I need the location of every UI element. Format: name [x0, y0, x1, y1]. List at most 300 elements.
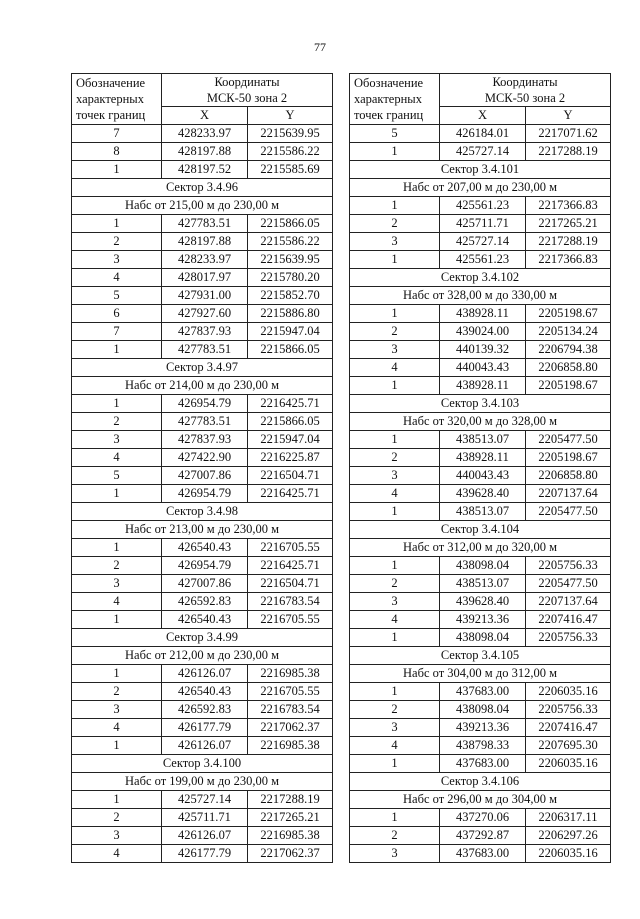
table-row: [350, 467, 611, 485]
y-coordinate: 2205477.50: [526, 575, 611, 593]
point-number: 2: [350, 701, 440, 719]
sector-range-row: [72, 647, 333, 665]
y-coordinate: 2217288.19: [526, 143, 611, 161]
point-number: 3: [72, 701, 162, 719]
x-coordinate: 426540.43: [162, 611, 248, 629]
table-row: [72, 395, 333, 413]
x-coordinate: 427783.51: [162, 341, 248, 359]
table-row: [72, 845, 333, 863]
x-coordinate: 438513.07: [440, 575, 526, 593]
x-coordinate: 427783.51: [162, 215, 248, 233]
y-coordinate: 2206035.16: [526, 683, 611, 701]
table-row: [350, 341, 611, 359]
y-coordinate: 2216504.71: [248, 575, 333, 593]
point-number: 2: [72, 413, 162, 431]
x-coordinate: 437683.00: [440, 755, 526, 773]
sector-title-row: [350, 647, 611, 665]
y-coordinate: 2216783.54: [248, 701, 333, 719]
table-row: [72, 719, 333, 737]
table-row: [72, 827, 333, 845]
sector-title-row: [72, 359, 333, 377]
x-coordinate: 437270.06: [440, 809, 526, 827]
y-coordinate: 2205756.33: [526, 557, 611, 575]
table-row: [72, 251, 333, 269]
sector-title: Сектор 3.4.106: [350, 773, 611, 791]
y-coordinate: 2217366.83: [526, 197, 611, 215]
sector-title-row: [72, 179, 333, 197]
y-coordinate: 2205756.33: [526, 629, 611, 647]
point-number: 1: [350, 557, 440, 575]
point-number: 8: [72, 143, 162, 161]
point-number: 1: [350, 377, 440, 395]
point-number: 4: [72, 269, 162, 287]
x-coordinate: 426177.79: [162, 845, 248, 863]
point-number: 4: [350, 737, 440, 755]
header-line: точек границ: [76, 108, 146, 122]
point-number: 1: [350, 251, 440, 269]
y-coordinate: 2215947.04: [248, 431, 333, 449]
point-number: 1: [350, 431, 440, 449]
point-number: 2: [72, 683, 162, 701]
sector-range-row: [350, 665, 611, 683]
table-row: [350, 305, 611, 323]
table-row: [72, 323, 333, 341]
table-row: [72, 809, 333, 827]
y-coordinate: 2205134.24: [526, 323, 611, 341]
sector-title-row: [350, 269, 611, 287]
sector-height-range: Набс от 212,00 м до 230,00 м: [72, 647, 333, 665]
table-row: [72, 791, 333, 809]
point-number: 1: [350, 809, 440, 827]
point-number: 3: [72, 827, 162, 845]
point-number: 1: [350, 629, 440, 647]
table-row: [350, 503, 611, 521]
y-coordinate: 2215866.05: [248, 341, 333, 359]
y-coordinate: 2217071.62: [526, 125, 611, 143]
x-coordinate: 427837.93: [162, 431, 248, 449]
table-row: [350, 485, 611, 503]
header-line: Координаты: [492, 75, 558, 89]
sector-title: Сектор 3.4.100: [72, 755, 333, 773]
y-coordinate: 2215639.95: [248, 251, 333, 269]
point-number: 2: [72, 557, 162, 575]
table-row: [72, 269, 333, 287]
header-line: МСК-50 зона 2: [206, 91, 288, 105]
x-coordinate: 438513.07: [440, 503, 526, 521]
table-row: [350, 845, 611, 863]
point-number: 3: [350, 845, 440, 863]
x-coordinate: 425561.23: [440, 251, 526, 269]
table-row: [72, 413, 333, 431]
y-coordinate: 2215586.22: [248, 143, 333, 161]
x-coordinate: 428197.52: [162, 161, 248, 179]
header-line: точек границ: [354, 108, 424, 122]
table-row: [72, 125, 333, 143]
table-row: [72, 467, 333, 485]
y-coordinate: 2205198.67: [526, 449, 611, 467]
x-coordinate: 426126.07: [162, 665, 248, 683]
point-number: 1: [350, 503, 440, 521]
y-coordinate: 2216425.71: [248, 395, 333, 413]
table-row: [72, 683, 333, 701]
table-row: [72, 215, 333, 233]
point-number: 4: [350, 485, 440, 503]
sector-range-row: [72, 521, 333, 539]
sector-title: Сектор 3.4.98: [72, 503, 333, 521]
point-number: 3: [350, 467, 440, 485]
x-coordinate: 428017.97: [162, 269, 248, 287]
sector-title-row: [72, 629, 333, 647]
sector-range-row: [350, 413, 611, 431]
table-row: [350, 197, 611, 215]
point-number: 5: [350, 125, 440, 143]
point-number: 1: [350, 197, 440, 215]
x-coordinate: 428197.88: [162, 233, 248, 251]
point-number: 4: [350, 359, 440, 377]
point-number: 1: [72, 341, 162, 359]
point-number: 2: [350, 323, 440, 341]
table-row: [72, 485, 333, 503]
point-number: 1: [72, 665, 162, 683]
point-number: 7: [72, 323, 162, 341]
table-row: [72, 449, 333, 467]
table-row: [350, 215, 611, 233]
y-coordinate: 2215866.05: [248, 215, 333, 233]
y-coordinate: 2215639.95: [248, 125, 333, 143]
table-header: [350, 74, 611, 125]
point-number: 1: [350, 305, 440, 323]
y-coordinate: 2205477.50: [526, 503, 611, 521]
sector-title: Сектор 3.4.105: [350, 647, 611, 665]
sector-title: Сектор 3.4.97: [72, 359, 333, 377]
table-body: [350, 125, 611, 863]
table-body: [72, 125, 333, 863]
x-coordinate: 438513.07: [440, 431, 526, 449]
table-row: [350, 701, 611, 719]
sector-range-row: [72, 197, 333, 215]
point-number: 5: [72, 467, 162, 485]
sector-height-range: Набс от 328,00 м до 330,00 м: [350, 287, 611, 305]
point-number: 7: [72, 125, 162, 143]
table-row: [350, 431, 611, 449]
x-coordinate: 426954.79: [162, 557, 248, 575]
y-coordinate: 2216985.38: [248, 665, 333, 683]
page-number: 77: [314, 40, 326, 54]
y-coordinate: 2207137.64: [526, 485, 611, 503]
header-line: Координаты: [214, 75, 280, 89]
y-coordinate: 2216705.55: [248, 611, 333, 629]
table-row: [72, 737, 333, 755]
y-coordinate: 2216985.38: [248, 737, 333, 755]
x-coordinate: 438928.11: [440, 377, 526, 395]
y-coordinate: 2216705.55: [248, 539, 333, 557]
y-coordinate: 2217265.21: [526, 215, 611, 233]
table-row: [72, 143, 333, 161]
point-number: 4: [72, 845, 162, 863]
x-coordinate: 427783.51: [162, 413, 248, 431]
x-coordinate: 425727.14: [440, 233, 526, 251]
header-line: характерных: [76, 92, 144, 106]
point-number: 2: [72, 809, 162, 827]
sector-height-range: Набс от 214,00 м до 230,00 м: [72, 377, 333, 395]
point-number: 1: [72, 611, 162, 629]
x-coordinate: 439628.40: [440, 593, 526, 611]
table-row: [350, 449, 611, 467]
point-column-header: [72, 74, 162, 125]
x-coordinate: 438798.33: [440, 737, 526, 755]
point-number: 1: [72, 485, 162, 503]
table-row: [72, 557, 333, 575]
sector-title: Сектор 3.4.99: [72, 629, 333, 647]
point-number: 4: [350, 611, 440, 629]
x-coordinate: 427422.90: [162, 449, 248, 467]
sector-title-row: [350, 395, 611, 413]
y-coordinate: 2206035.16: [526, 845, 611, 863]
sector-title: Сектор 3.4.96: [72, 179, 333, 197]
y-coordinate: 2217288.19: [526, 233, 611, 251]
x-coordinate: 440139.32: [440, 341, 526, 359]
sector-range-row: [350, 179, 611, 197]
point-number: 4: [72, 449, 162, 467]
sector-title-row: [350, 773, 611, 791]
y-coordinate: 2205198.67: [526, 377, 611, 395]
table-row: [350, 377, 611, 395]
point-number: 1: [72, 161, 162, 179]
y-column-header: Y: [248, 107, 333, 125]
point-number: 2: [350, 215, 440, 233]
table-row: [350, 593, 611, 611]
coordinates-table-right: [349, 73, 611, 863]
x-coordinate: 427837.93: [162, 323, 248, 341]
header-line: Обозначение: [354, 76, 424, 90]
point-number: 3: [72, 575, 162, 593]
y-coordinate: 2206794.38: [526, 341, 611, 359]
sector-title: Сектор 3.4.101: [350, 161, 611, 179]
y-coordinate: 2216783.54: [248, 593, 333, 611]
point-number: 3: [350, 233, 440, 251]
table-header: [72, 74, 333, 125]
table-row: [350, 359, 611, 377]
y-coordinate: 2215947.04: [248, 323, 333, 341]
x-coordinate: 438098.04: [440, 629, 526, 647]
x-coordinate: 437683.00: [440, 683, 526, 701]
point-number: 2: [72, 233, 162, 251]
y-coordinate: 2217062.37: [248, 719, 333, 737]
x-coordinate: 427931.00: [162, 287, 248, 305]
y-column-header: Y: [526, 107, 611, 125]
y-coordinate: 2217265.21: [248, 809, 333, 827]
sector-title: Сектор 3.4.104: [350, 521, 611, 539]
y-coordinate: 2215586.22: [248, 233, 333, 251]
x-coordinate: 426540.43: [162, 539, 248, 557]
sector-title: Сектор 3.4.102: [350, 269, 611, 287]
point-number: 5: [72, 287, 162, 305]
table-row: [72, 431, 333, 449]
x-coordinate: 437683.00: [440, 845, 526, 863]
sector-range-row: [72, 377, 333, 395]
y-coordinate: 2216705.55: [248, 683, 333, 701]
x-coordinate: 439213.36: [440, 719, 526, 737]
x-coordinate: 427927.60: [162, 305, 248, 323]
point-number: 3: [350, 719, 440, 737]
point-number: 2: [350, 449, 440, 467]
y-coordinate: 2217366.83: [526, 251, 611, 269]
x-coordinate: 438098.04: [440, 701, 526, 719]
x-column-header: X: [162, 107, 248, 125]
point-number: 4: [72, 719, 162, 737]
y-coordinate: 2206858.80: [526, 467, 611, 485]
x-coordinate: 425727.14: [440, 143, 526, 161]
point-number: 1: [72, 539, 162, 557]
table-row: [350, 143, 611, 161]
point-number: 6: [72, 305, 162, 323]
x-coordinate: 426954.79: [162, 395, 248, 413]
x-coordinate: 439213.36: [440, 611, 526, 629]
table-row: [350, 755, 611, 773]
sector-height-range: Набс от 215,00 м до 230,00 м: [72, 197, 333, 215]
sector-title-row: [350, 161, 611, 179]
table-row: [72, 539, 333, 557]
point-number: 2: [350, 575, 440, 593]
x-column-header: X: [440, 107, 526, 125]
x-coordinate: 439024.00: [440, 323, 526, 341]
x-coordinate: 426184.01: [440, 125, 526, 143]
table-row: [350, 233, 611, 251]
point-number: 3: [72, 431, 162, 449]
table-row: [350, 737, 611, 755]
sector-range-row: [72, 773, 333, 791]
sector-height-range: Набс от 320,00 м до 328,00 м: [350, 413, 611, 431]
header-line: характерных: [354, 92, 422, 106]
y-coordinate: 2215585.69: [248, 161, 333, 179]
x-coordinate: 437292.87: [440, 827, 526, 845]
point-number: 1: [350, 755, 440, 773]
point-number: 1: [72, 737, 162, 755]
coordinates-header: [162, 74, 333, 107]
y-coordinate: 2216504.71: [248, 467, 333, 485]
x-coordinate: 425711.71: [162, 809, 248, 827]
point-number: 1: [72, 395, 162, 413]
x-coordinate: 438098.04: [440, 557, 526, 575]
sector-range-row: [350, 539, 611, 557]
table-row: [72, 701, 333, 719]
y-coordinate: 2205198.67: [526, 305, 611, 323]
x-coordinate: 438928.11: [440, 305, 526, 323]
y-coordinate: 2217062.37: [248, 845, 333, 863]
x-coordinate: 428197.88: [162, 143, 248, 161]
table-row: [350, 629, 611, 647]
point-number: 3: [350, 593, 440, 611]
point-number: 3: [350, 341, 440, 359]
y-coordinate: 2215886.80: [248, 305, 333, 323]
y-coordinate: 2207416.47: [526, 719, 611, 737]
y-coordinate: 2215852.70: [248, 287, 333, 305]
sector-height-range: Набс от 296,00 м до 304,00 м: [350, 791, 611, 809]
table-row: [350, 251, 611, 269]
x-coordinate: 428233.97: [162, 251, 248, 269]
x-coordinate: 425711.71: [440, 215, 526, 233]
y-coordinate: 2216225.87: [248, 449, 333, 467]
x-coordinate: 426126.07: [162, 737, 248, 755]
x-coordinate: 428233.97: [162, 125, 248, 143]
table-row: [350, 827, 611, 845]
y-coordinate: 2207137.64: [526, 593, 611, 611]
sector-height-range: Набс от 304,00 м до 312,00 м: [350, 665, 611, 683]
header-line: МСК-50 зона 2: [484, 91, 566, 105]
sector-height-range: Набс от 207,00 м до 230,00 м: [350, 179, 611, 197]
table-row: [72, 611, 333, 629]
x-coordinate: 426126.07: [162, 827, 248, 845]
table-row: [72, 161, 333, 179]
x-coordinate: 439628.40: [440, 485, 526, 503]
coordinates-header: [440, 74, 611, 107]
y-coordinate: 2205477.50: [526, 431, 611, 449]
table-row: [72, 341, 333, 359]
y-coordinate: 2207416.47: [526, 611, 611, 629]
table-row: [72, 575, 333, 593]
table-row: [350, 809, 611, 827]
x-coordinate: 427007.86: [162, 575, 248, 593]
table-row: [72, 665, 333, 683]
table-row: [72, 593, 333, 611]
table-row: [72, 305, 333, 323]
table-row: [72, 233, 333, 251]
x-coordinate: 426592.83: [162, 593, 248, 611]
x-coordinate: 425727.14: [162, 791, 248, 809]
table-row: [350, 611, 611, 629]
y-coordinate: 2215780.20: [248, 269, 333, 287]
table-row: [350, 557, 611, 575]
x-coordinate: 440043.43: [440, 467, 526, 485]
x-coordinate: 426177.79: [162, 719, 248, 737]
coordinates-table-left: [71, 73, 333, 863]
header-line: Обозначение: [76, 76, 146, 90]
y-coordinate: 2216425.71: [248, 485, 333, 503]
y-coordinate: 2206297.26: [526, 827, 611, 845]
sector-height-range: Набс от 312,00 м до 320,00 м: [350, 539, 611, 557]
sector-height-range: Набс от 213,00 м до 230,00 м: [72, 521, 333, 539]
table-row: [350, 125, 611, 143]
x-coordinate: 426540.43: [162, 683, 248, 701]
sector-title-row: [72, 755, 333, 773]
table-row: [350, 575, 611, 593]
point-number: 1: [350, 683, 440, 701]
point-number: 1: [72, 215, 162, 233]
y-coordinate: 2215866.05: [248, 413, 333, 431]
y-coordinate: 2206317.11: [526, 809, 611, 827]
y-coordinate: 2205756.33: [526, 701, 611, 719]
y-coordinate: 2216985.38: [248, 827, 333, 845]
sector-title: Сектор 3.4.103: [350, 395, 611, 413]
y-coordinate: 2207695.30: [526, 737, 611, 755]
point-number: 3: [72, 251, 162, 269]
sector-range-row: [350, 287, 611, 305]
table-row: [350, 719, 611, 737]
table-row: [350, 683, 611, 701]
sector-title-row: [72, 503, 333, 521]
sector-height-range: Набс от 199,00 м до 230,00 м: [72, 773, 333, 791]
x-coordinate: 427007.86: [162, 467, 248, 485]
sector-range-row: [350, 791, 611, 809]
y-coordinate: 2217288.19: [248, 791, 333, 809]
point-column-header: [350, 74, 440, 125]
x-coordinate: 438928.11: [440, 449, 526, 467]
sector-title-row: [350, 521, 611, 539]
point-number: 1: [350, 143, 440, 161]
x-coordinate: 426954.79: [162, 485, 248, 503]
point-number: 4: [72, 593, 162, 611]
y-coordinate: 2216425.71: [248, 557, 333, 575]
